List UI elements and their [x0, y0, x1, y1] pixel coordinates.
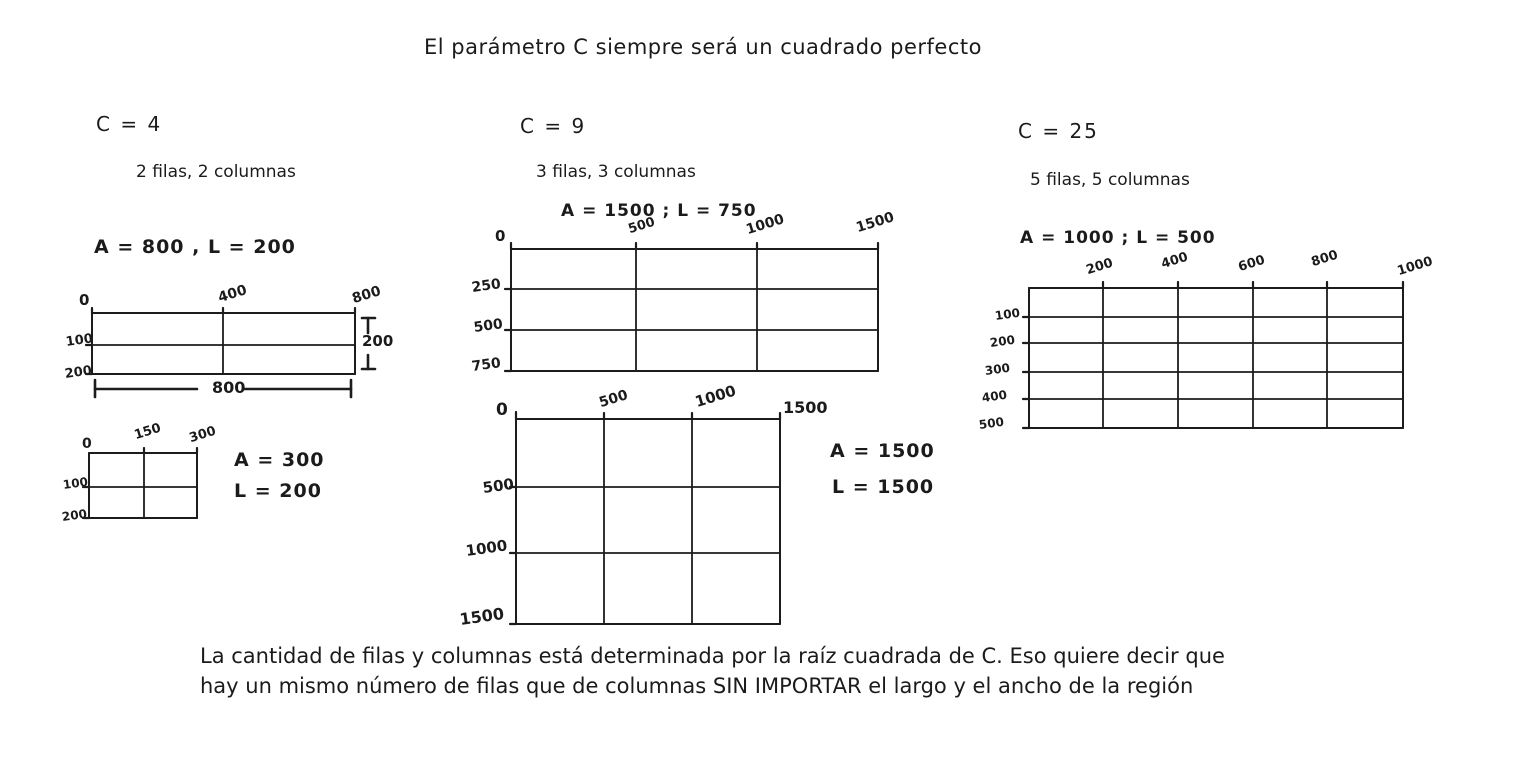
y-tick-label: 100 — [994, 305, 1021, 324]
y-tick-label: 400 — [981, 387, 1008, 406]
c4-small-grid-svg — [82, 448, 212, 526]
length-label: L = 200 — [234, 480, 322, 502]
c9-label: C = 9 — [520, 114, 587, 138]
x-tick-label: 1500 — [854, 209, 897, 237]
x-tick-label: 1500 — [783, 398, 828, 417]
y-tick-label: 500 — [472, 316, 504, 337]
x-tick-label: 500 — [626, 214, 657, 238]
y-tick-label: 750 — [470, 355, 502, 376]
x-tick-label: 0 — [79, 291, 90, 309]
y-tick-label: 1500 — [458, 603, 506, 629]
c9-wide-grid-svg — [505, 242, 890, 382]
x-tick-label: 400 — [1159, 249, 1190, 273]
y-tick-label: 500 — [978, 414, 1005, 433]
footer-line-2: hay un mismo número de filas que de columnas SIN IMPORTAR el largo y el ancho de la región — [200, 674, 1194, 698]
y-tick-label: 100 — [62, 474, 89, 493]
y-tick-label: 1000 — [464, 536, 509, 560]
x-tick-label: 1000 — [1395, 254, 1435, 280]
x-tick-label: 300 — [187, 423, 218, 447]
y-tick-label: 500 — [481, 474, 516, 497]
c9-rows-cols: 3 filas, 3 columnas — [536, 162, 696, 182]
page-title: El parámetro C siempre será un cuadrado perfecto — [424, 35, 982, 59]
c4-params: A = 800 , L = 200 — [94, 236, 296, 258]
y-tick-label: 200 — [989, 332, 1016, 351]
footer-line-1: La cantidad de filas y columnas está determinada por la raíz cuadrada de C. Eso quiere decir que — [200, 644, 1225, 668]
width-dimension-label: 800 — [212, 378, 246, 397]
x-tick-label: 200 — [1084, 255, 1115, 279]
y-tick-label: 200 — [63, 363, 93, 383]
x-tick-label: 400 — [216, 282, 249, 307]
x-tick-label: 0 — [495, 227, 506, 245]
c4-label: C = 4 — [96, 112, 163, 136]
c9-params: A = 1500 ; L = 750 — [561, 201, 757, 221]
y-tick-label: 250 — [470, 276, 502, 297]
x-tick-label: 0 — [82, 436, 92, 452]
x-tick-label: 1000 — [744, 211, 787, 239]
x-tick-label: 0 — [496, 400, 508, 420]
x-tick-label: 800 — [1309, 247, 1340, 271]
c25-rows-cols: 5 filas, 5 columnas — [1030, 170, 1190, 190]
c25-label: C = 25 — [1018, 119, 1099, 143]
x-tick-label: 600 — [1236, 252, 1267, 276]
c9-square-grid-svg — [510, 412, 790, 634]
c4-rows-cols: 2 filas, 2 columnas — [136, 162, 296, 182]
x-tick-label: 800 — [350, 283, 383, 308]
area-label: A = 300 — [234, 449, 325, 471]
x-tick-label: 500 — [597, 387, 630, 412]
length-label: L = 1500 — [832, 476, 935, 498]
y-tick-label: 300 — [984, 360, 1011, 379]
area-label: A = 1500 — [830, 440, 935, 462]
x-tick-label: 1000 — [692, 381, 739, 411]
c25-params: A = 1000 ; L = 500 — [1020, 228, 1216, 248]
c25-grid-svg — [1020, 280, 1420, 438]
x-tick-label: 150 — [132, 420, 163, 444]
height-dimension-label: 200 — [362, 332, 394, 350]
y-tick-label: 200 — [61, 506, 88, 525]
y-tick-label: 100 — [64, 331, 94, 351]
